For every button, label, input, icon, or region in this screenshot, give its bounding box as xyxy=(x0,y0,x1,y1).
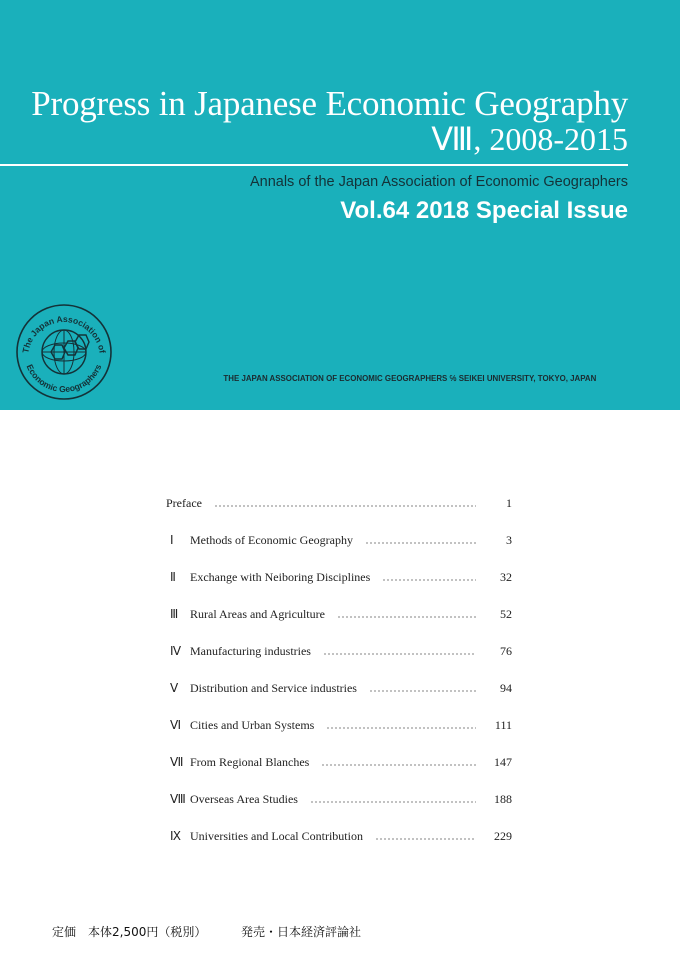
toc-chapter-title: Rural Areas and Agriculture xyxy=(190,607,325,621)
toc-chapter-title: Overseas Area Studies xyxy=(190,792,298,806)
price-label: 定価 本体2,500円（税別） xyxy=(52,925,207,939)
toc-page-number: 76 xyxy=(500,644,512,658)
logo-text-bottom: Economic Geographers xyxy=(24,362,104,395)
toc-chapter-number: Ⅸ xyxy=(170,829,182,843)
table-of-contents xyxy=(166,496,512,866)
association-logo xyxy=(14,302,114,402)
annals-subtitle: Annals of the Japan Association of Economic Geographers xyxy=(249,174,628,190)
logo-text-top: The Japan Association of xyxy=(20,313,108,354)
cover-header xyxy=(0,0,680,410)
toc-leader-dots xyxy=(337,616,476,618)
toc-chapter-number: Ⅵ xyxy=(170,718,182,732)
toc-leader-dots xyxy=(326,727,476,729)
toc-chapter-number: Ⅳ xyxy=(170,644,182,658)
toc-leader-dots xyxy=(382,579,476,581)
toc-row xyxy=(166,681,512,718)
toc-chapter-number: Ⅰ xyxy=(170,533,174,547)
cover-title-line2: Ⅷ, 2008-2015 xyxy=(431,121,628,157)
toc-chapter-number: Ⅱ xyxy=(170,570,176,584)
toc-leader-dots xyxy=(323,653,476,655)
distributor-label: 発売・日本経済評論社 xyxy=(241,925,362,939)
toc-row xyxy=(166,496,512,533)
toc-leader-dots xyxy=(310,801,476,803)
toc-chapter-title: Cities and Urban Systems xyxy=(190,718,315,732)
toc-chapter-title: Preface xyxy=(166,496,202,510)
toc-page-number: 94 xyxy=(500,681,512,695)
toc-page-number: 111 xyxy=(494,718,512,732)
toc-row xyxy=(166,570,512,607)
toc-chapter-title: Distribution and Service industries xyxy=(190,681,357,695)
volume-label: Vol.64 2018 Special Issue xyxy=(340,197,628,224)
toc-chapter-title: Methods of Economic Geography xyxy=(190,533,353,547)
toc-chapter-title: Universities and Local Contribution xyxy=(190,829,363,843)
toc-page-number: 188 xyxy=(494,792,512,806)
globe-icon xyxy=(42,330,89,374)
toc-page-number: 32 xyxy=(500,570,512,584)
toc-chapter-title: Exchange with Neiboring Disciplines xyxy=(190,570,371,584)
toc-row xyxy=(166,533,512,570)
publisher-line: THE JAPAN ASSOCIATION OF ECONOMIC GEOGRAPHERS ℅ SEIKEI UNIVERSITY, TOKYO, JAPAN xyxy=(223,373,596,383)
cover-title-line1: Progress in Japanese Economic Geography xyxy=(31,84,628,123)
toc-leader-dots xyxy=(214,505,476,507)
toc-page-number: 229 xyxy=(494,829,512,843)
toc-row xyxy=(166,829,512,866)
toc-row xyxy=(166,718,512,755)
toc-row xyxy=(166,792,512,829)
toc-chapter-number: Ⅲ xyxy=(170,607,179,621)
toc-chapter-number: Ⅷ xyxy=(170,792,186,806)
toc-row xyxy=(166,607,512,644)
toc-page-number: 52 xyxy=(500,607,512,621)
toc-chapter-number: Ⅶ xyxy=(170,755,184,769)
toc-page-number: 147 xyxy=(494,755,512,769)
toc-chapter-title: From Regional Blanches xyxy=(190,755,310,769)
toc-chapter-number: Ⅴ xyxy=(170,681,179,695)
toc-leader-dots xyxy=(321,764,476,766)
toc-row xyxy=(166,644,512,681)
toc-row xyxy=(166,755,512,792)
toc-page-number: 1 xyxy=(506,496,512,510)
toc-page-number: 3 xyxy=(506,533,512,547)
toc-chapter-title: Manufacturing industries xyxy=(190,644,311,658)
title-divider xyxy=(0,164,628,166)
toc-leader-dots xyxy=(369,690,476,692)
toc-leader-dots xyxy=(375,838,476,840)
toc-leader-dots xyxy=(365,542,476,544)
